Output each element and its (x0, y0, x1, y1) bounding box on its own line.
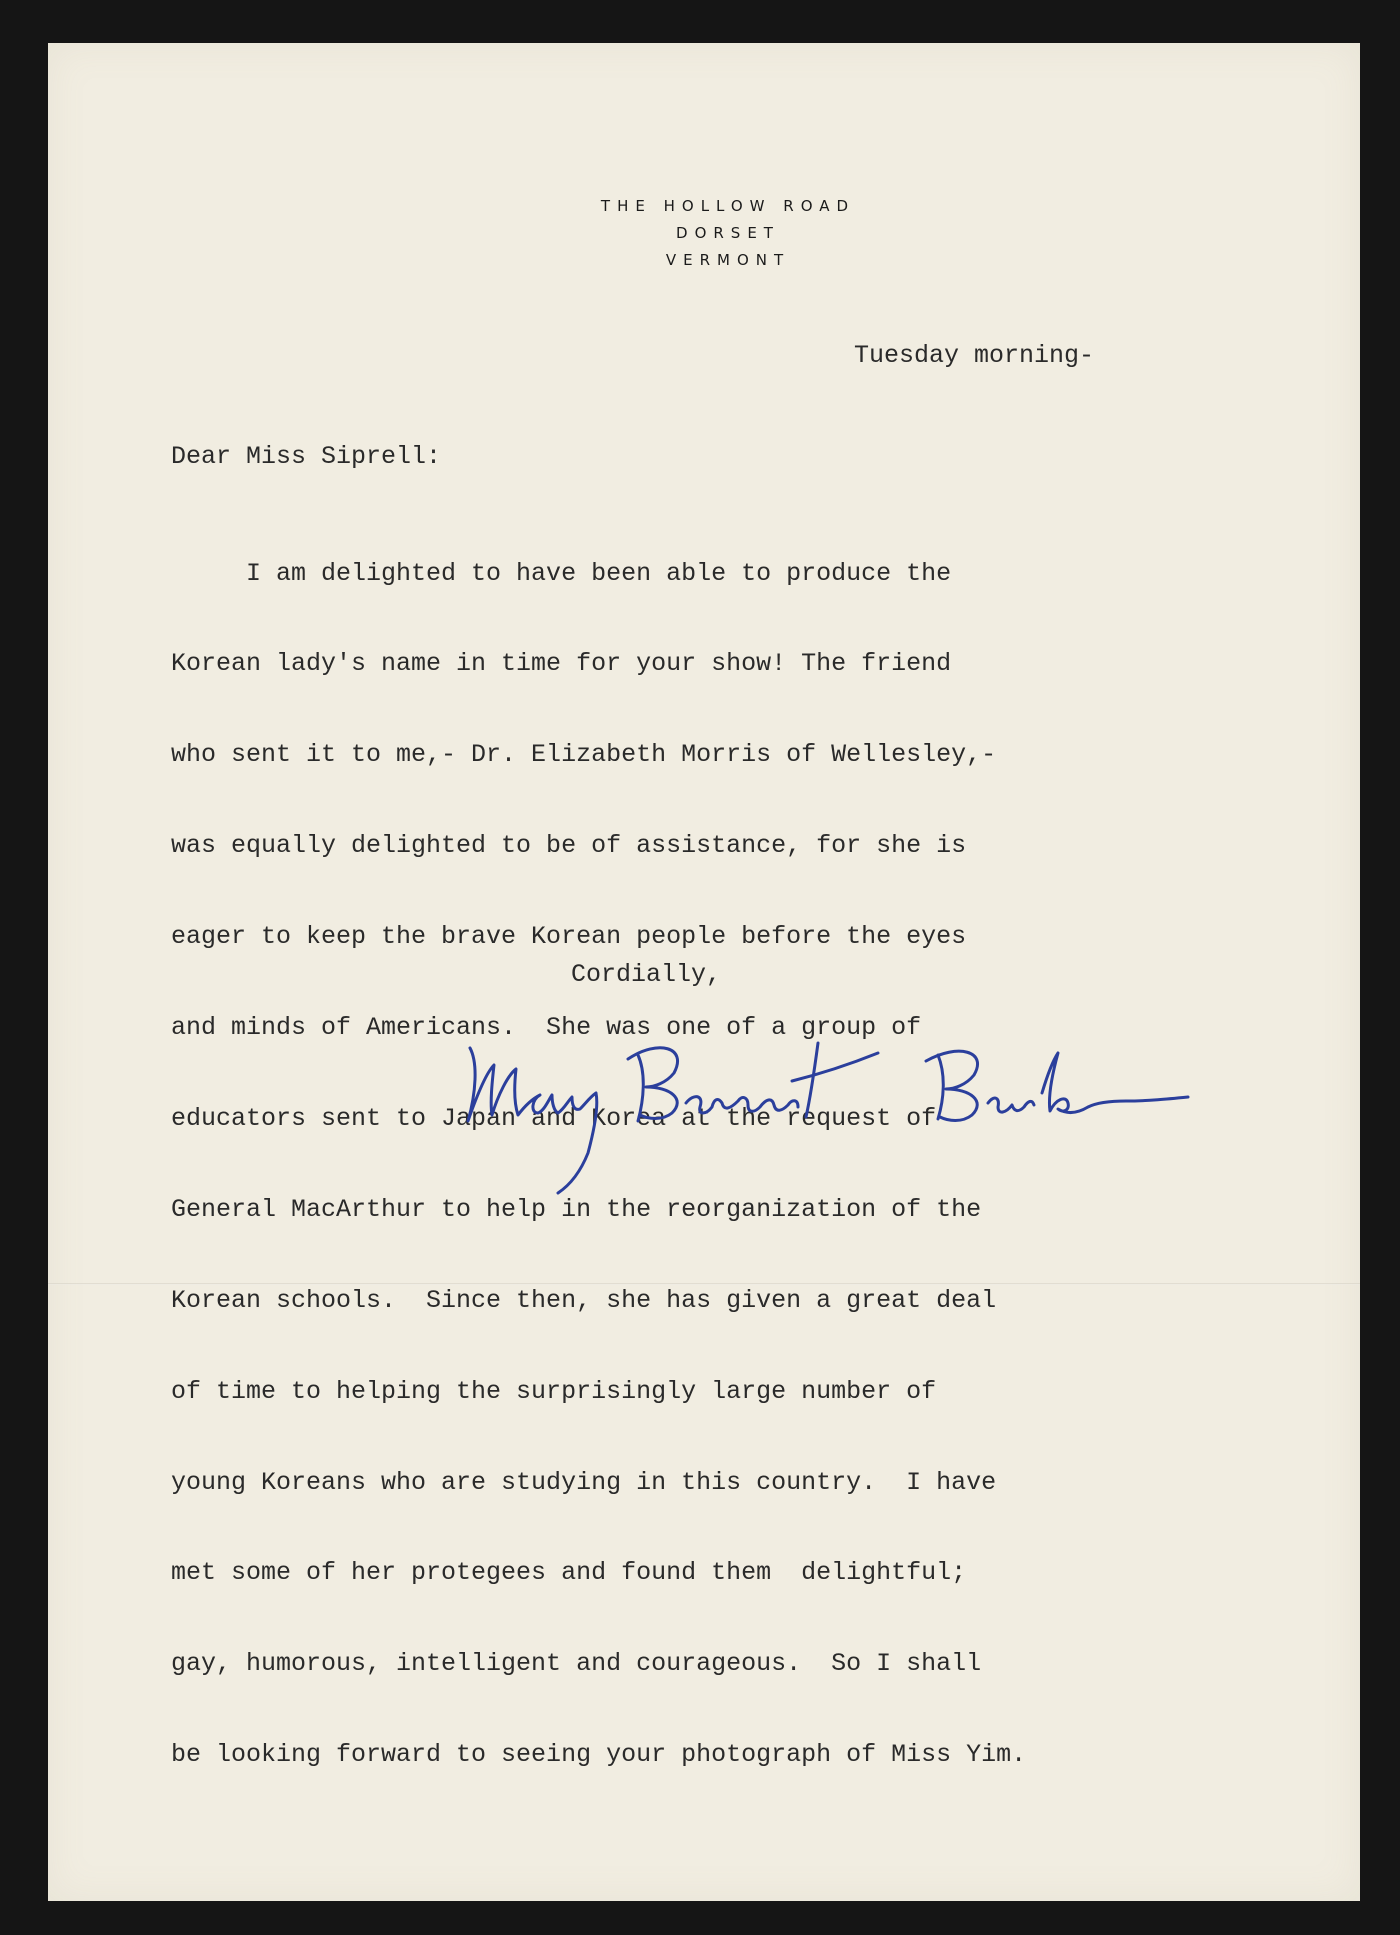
body-line: eager to keep the brave Korean people before the eyes (171, 922, 967, 952)
body-line: educators sent to Japan and Korea at the request of (171, 1103, 937, 1133)
body-line: young Koreans who are studying in this country. I have (171, 1467, 997, 1497)
body-line: gay, humorous, intelligent and courageous. So I shall (171, 1649, 982, 1679)
body-line: met some of her protegees and found them delightful; (171, 1558, 967, 1588)
body-line: was equally delighted to be of assistance, for she is (171, 831, 967, 861)
body-line: Korean schools. Since then, she has given a great deal (171, 1285, 997, 1315)
body-line: be looking forward to seeing your photograph of Miss Yim. (171, 1740, 1027, 1770)
letterhead-line-street: THE HOLLOW ROAD (600, 197, 856, 215)
body-line: General MacArthur to help in the reorganization of the (171, 1194, 982, 1224)
letterhead-line-state: VERMONT (665, 251, 791, 269)
handwritten-signature (448, 1003, 1248, 1203)
body-line: and minds of Americans. She was one of a group of (171, 1013, 922, 1043)
body-line: Korean lady's name in time for your show! The friend (171, 649, 952, 679)
body-line: who sent it to me,- Dr. Elizabeth Morris of Wellesley,- (171, 740, 997, 770)
letterhead-line-town: DORSET (676, 224, 780, 242)
salutation: Dear Miss Siprell: (171, 442, 442, 471)
letter-date: Tuesday morning- (854, 341, 1095, 370)
body-line: of time to helping the surprisingly large number of (171, 1376, 937, 1406)
letterhead (48, 193, 1360, 274)
closing: Cordially, (571, 960, 722, 989)
letter-sheet (48, 43, 1360, 1901)
body-line: I am delighted to have been able to produce the (171, 558, 952, 588)
